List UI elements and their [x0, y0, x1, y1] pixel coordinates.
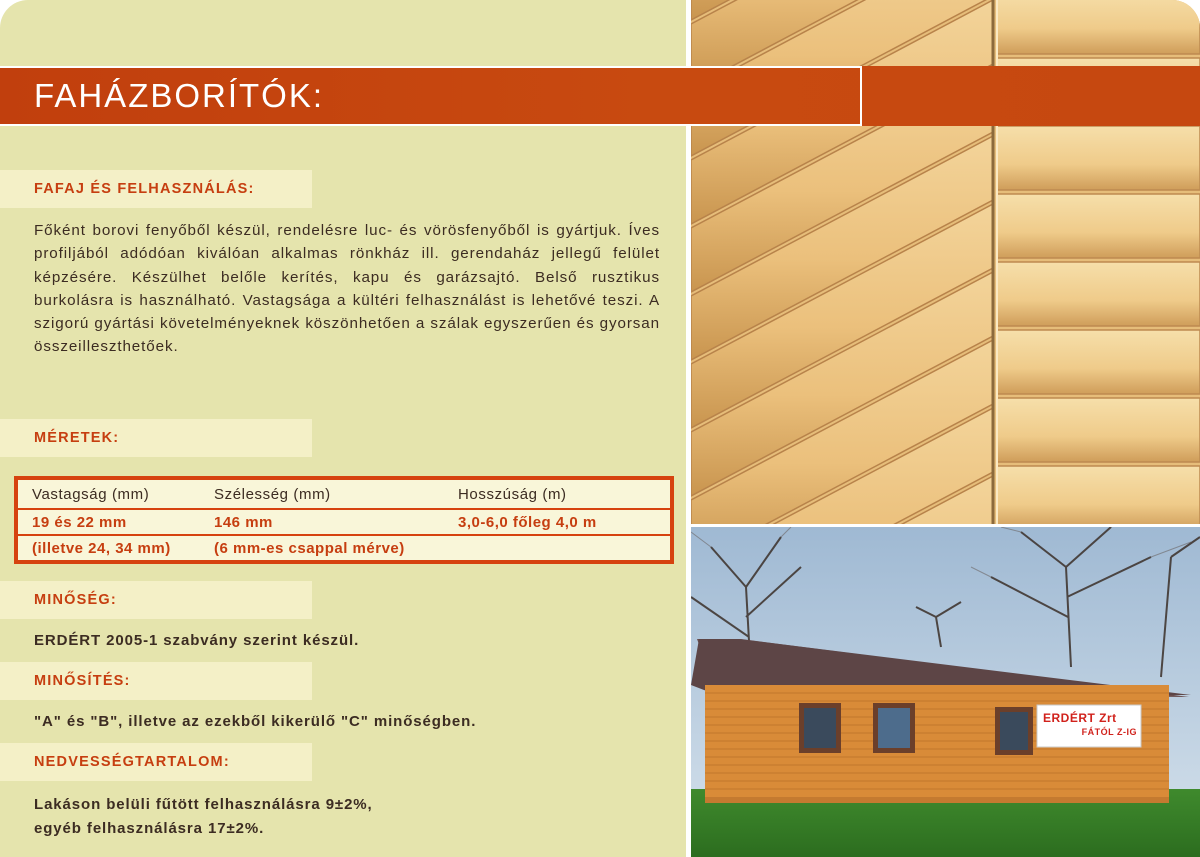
header-hosszusag: Hosszúság (m) [458, 486, 567, 503]
nedvesseg-line-1: Lakáson belüli fűtött felhasználásra 9±2%, [34, 796, 373, 813]
cabin-photo [691, 527, 1200, 857]
nedvesseg-line-2: egyéb felhasználásra 17±2%. [34, 820, 265, 837]
section-heading-minoseg: MINŐSÉG: [0, 581, 312, 619]
cell-vastagsag: 19 és 22 mm [32, 514, 127, 531]
cell-szelesseg: 146 mm [214, 514, 273, 531]
cell-vastagsag-alt: (illetve 24, 34 mm) [32, 540, 171, 557]
header-szelesseg: Szélesség (mm) [214, 486, 331, 503]
section-heading-minosites: MINŐSÍTÉS: [0, 662, 312, 700]
cabin-image [691, 527, 1200, 857]
table-header-row [18, 482, 670, 508]
section-heading-fafaj: FAFAJ ÉS FELHASZNÁLÁS: [0, 170, 312, 208]
minosites-text: "A" és "B", illetve az ezekből kikerülő "C" minőségben. [34, 713, 477, 730]
header-vastagsag: Vastagság (mm) [32, 486, 150, 503]
dimensions-table [14, 476, 674, 564]
section-heading-meretek: MÉRETEK: [0, 419, 312, 457]
table-row [18, 534, 670, 560]
table-row [18, 508, 670, 534]
cell-szelesseg-note: (6 mm-es csappal mérve) [214, 540, 405, 557]
cell-hosszusag: 3,0-6,0 főleg 4,0 m [458, 514, 597, 531]
page-title: FAHÁZBORÍTÓK: [34, 77, 325, 114]
minoseg-text: ERDÉRT 2005-1 szabvány szerint készül. [34, 632, 360, 649]
section-heading-nedvesseg: NEDVESSÉGTARTALOM: [0, 743, 312, 781]
company-sign-slogan: FÁTÓL Z-IG [1081, 727, 1137, 737]
company-sign-name: ERDÉRT Zrt [1043, 711, 1117, 725]
fafaj-description: Főként borovi fenyőből készül, rendelésre luc- és vörösfenyőből is gyártjuk. Íves profiljából adódóan kiválóan alkalmas rönkház ill. gerendaház jellegű felület képzésére. Készülhet belőle kerítés, kapu és garázsajtó. Belső rusztikus burkolásra is használható. Vastagsága a kültéri felhasználást is lehetővé teszi. A szigorú gyártási követelményeknek köszönhetően a szálak egyszerűen és gyorsan összeilleszthetőek. [34, 222, 660, 356]
